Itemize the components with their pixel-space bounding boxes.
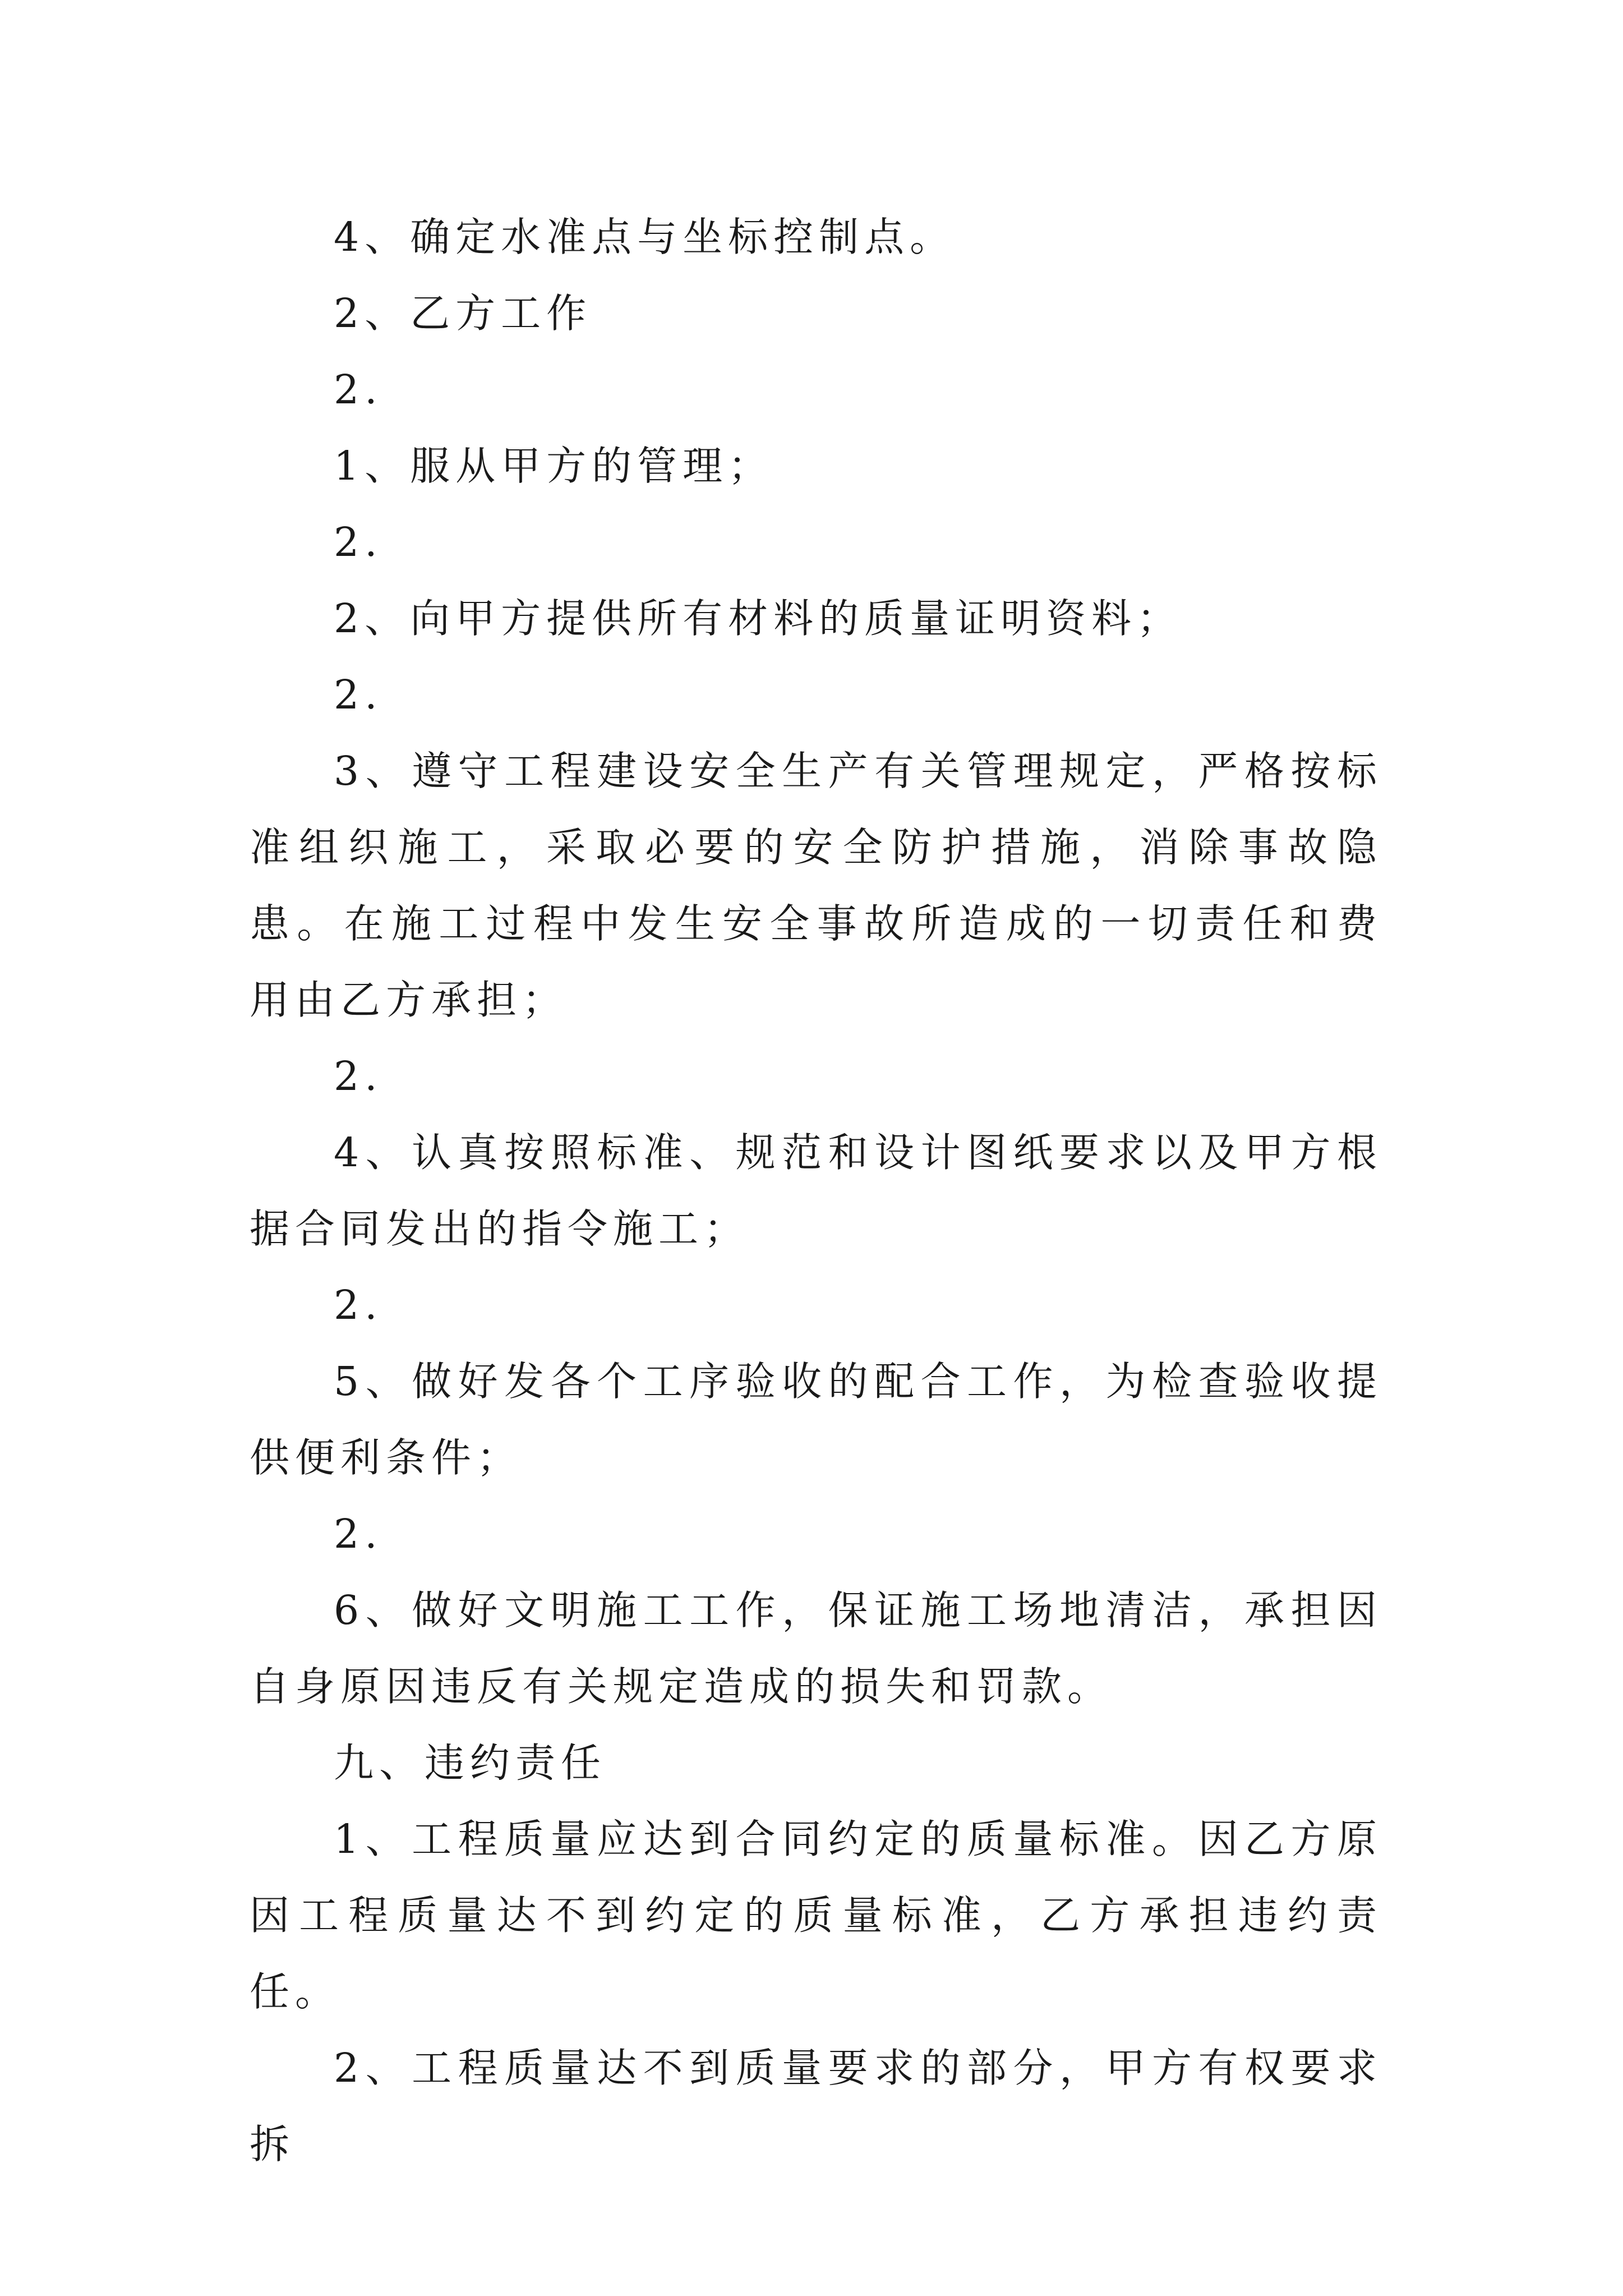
paragraph: 5、做好发各个工序验收的配合工作，为检查验收提供便利条件；: [250, 1358, 1382, 1481]
paragraph: 4、认真按照标准、规范和设计图纸要求以及甲方根据合同发出的指令施工；: [250, 1129, 1382, 1252]
paragraph: 2.: [334, 1282, 383, 1328]
paragraph: 2、乙方工作: [334, 290, 592, 337]
paragraph: 1、服从甲方的管理；: [334, 443, 774, 489]
paragraph: 2.: [334, 1053, 383, 1099]
paragraph: 6、做好文明施工工作，保证施工场地清洁，承担因自身原因违反有关规定造成的损失和罚款。: [250, 1587, 1382, 1710]
paragraph: 2、工程质量达不到质量要求的部分，甲方有权要求拆: [250, 2045, 1382, 2168]
paragraph: 2.: [334, 366, 383, 413]
document-page: [250, 199, 1382, 2183]
section-heading: 九、违约责任: [334, 1740, 607, 1786]
paragraph: 2.: [334, 1511, 383, 1557]
paragraph: 1、工程质量应达到合同约定的质量标准。因乙方原因工程质量达不到约定的质量标准，乙方承担违约责任。: [250, 1816, 1382, 2015]
paragraph: 3、遵守工程建设安全生产有关管理规定，严格按标准组织施工，采取必要的安全防护措施，消除事故隐患。在施工过程中发生安全事故所造成的一切责任和费用由乙方承担；: [250, 748, 1382, 1023]
paragraph: 2、向甲方提供所有材料的质量证明资料；: [334, 595, 1183, 642]
paragraph: 2.: [334, 671, 383, 718]
paragraph: 4、确定水准点与坐标控制点。: [334, 214, 956, 260]
paragraph: 2.: [334, 519, 383, 565]
